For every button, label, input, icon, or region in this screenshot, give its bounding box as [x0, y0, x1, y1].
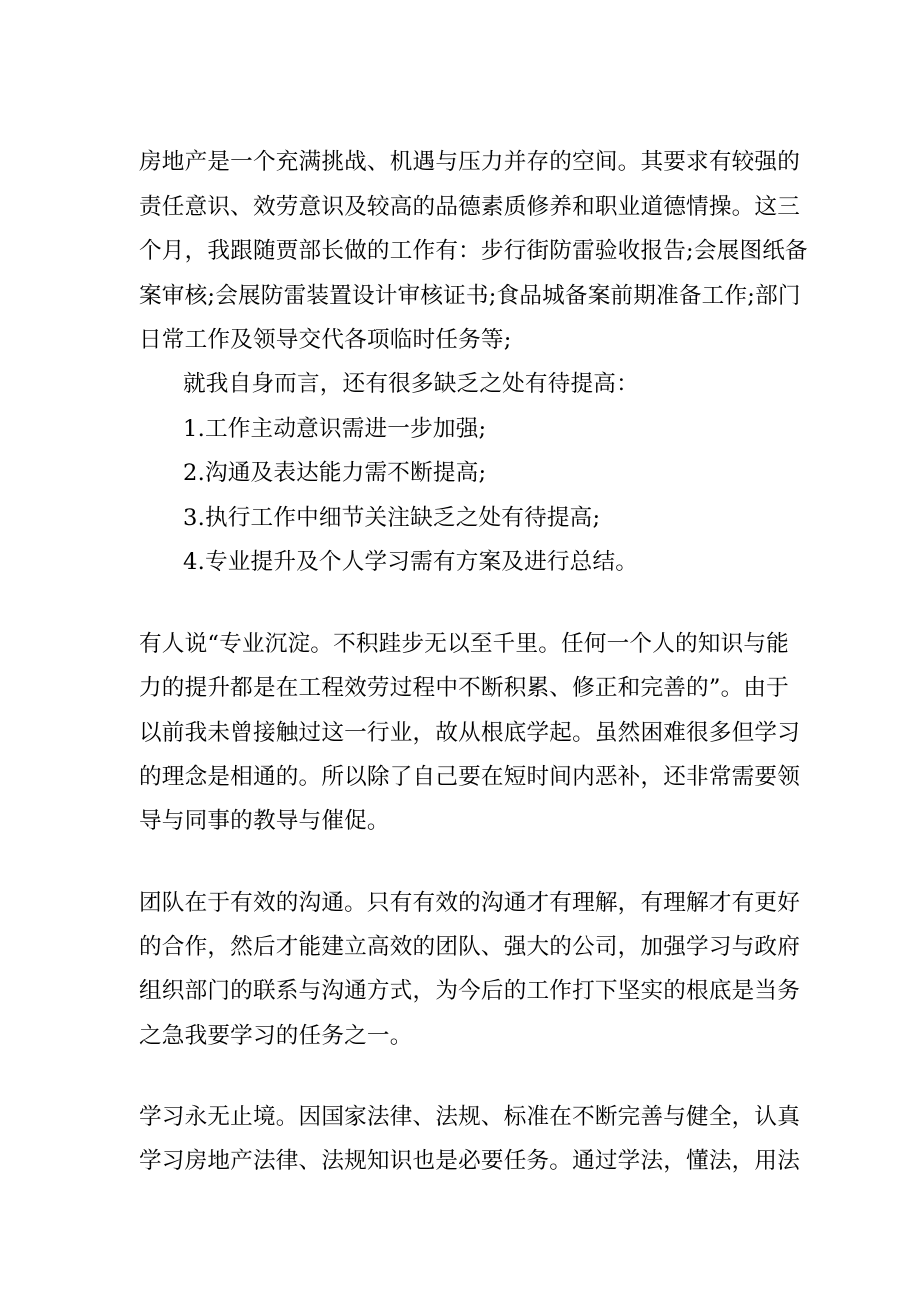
- list-item: 4.专业提升及个人学习需有方案及进行总结。: [183, 549, 639, 575]
- paragraph-3-line-3: 组织部门的联系与沟通方式，为今后的工作打下坚实的根底是当务: [139, 978, 801, 1004]
- paragraph-1-line-2: 责任意识、效劳意识及较高的品德素质修养和职业道德情操。这三: [139, 194, 801, 220]
- paragraph-2-line-1: 有人说“专业沉淀。不积跬步无以至千里。任何一个人的知识与能: [139, 631, 789, 657]
- paragraph-2-line-2: 力的提升都是在工程效劳过程中不断积累、修正和完善的”。由于: [139, 675, 789, 701]
- paragraph-1-line-1: 房地产是一个充满挑战、机遇与压力并存的空间。其要求有较强的: [139, 149, 801, 175]
- list-item: 1.工作主动意识需进一步加强;: [183, 416, 487, 442]
- paragraph-3-line-1: 团队在于有效的沟通。只有有效的沟通才有理解，有理解才有更好: [139, 890, 801, 916]
- self-assessment-intro: 就我自身而言，还有很多缺乏之处有待提高：: [183, 371, 639, 397]
- list-item: 2.沟通及表达能力需不断提高;: [183, 460, 487, 486]
- paragraph-1-line-3: 个月，我跟随贾部长做的工作有：步行街防雷验收报告;会展图纸备: [139, 238, 808, 264]
- paragraph-3-line-2: 的合作，然后才能建立高效的团队、强大的公司，加强学习与政府: [139, 934, 801, 960]
- paragraph-3-line-4: 之急我要学习的任务之一。: [139, 1023, 413, 1049]
- paragraph-1-line-4: 案审核;会展防雷装置设计审核证书;食品城备案前期准备工作;部门: [139, 283, 801, 309]
- paragraph-4-line-2: 学习房地产法律、法规知识也是必要任务。通过学法，懂法，用法: [139, 1148, 801, 1174]
- paragraph-2-line-5: 导与同事的教导与催促。: [139, 808, 390, 834]
- paragraph-1-line-5: 日常工作及领导交代各项临时任务等;: [139, 327, 512, 353]
- paragraph-2-line-3: 以前我未曾接触过这一行业，故从根底学起。虽然困难很多但学习: [139, 720, 801, 746]
- paragraph-4-line-1: 学习永无止境。因国家法律、法规、标准在不断完善与健全，认真: [139, 1104, 801, 1130]
- paragraph-2-line-4: 的理念是相通的。所以除了自己要在短时间内恶补，还非常需要领: [139, 764, 801, 790]
- list-item: 3.执行工作中细节关注缺乏之处有待提高;: [183, 505, 601, 531]
